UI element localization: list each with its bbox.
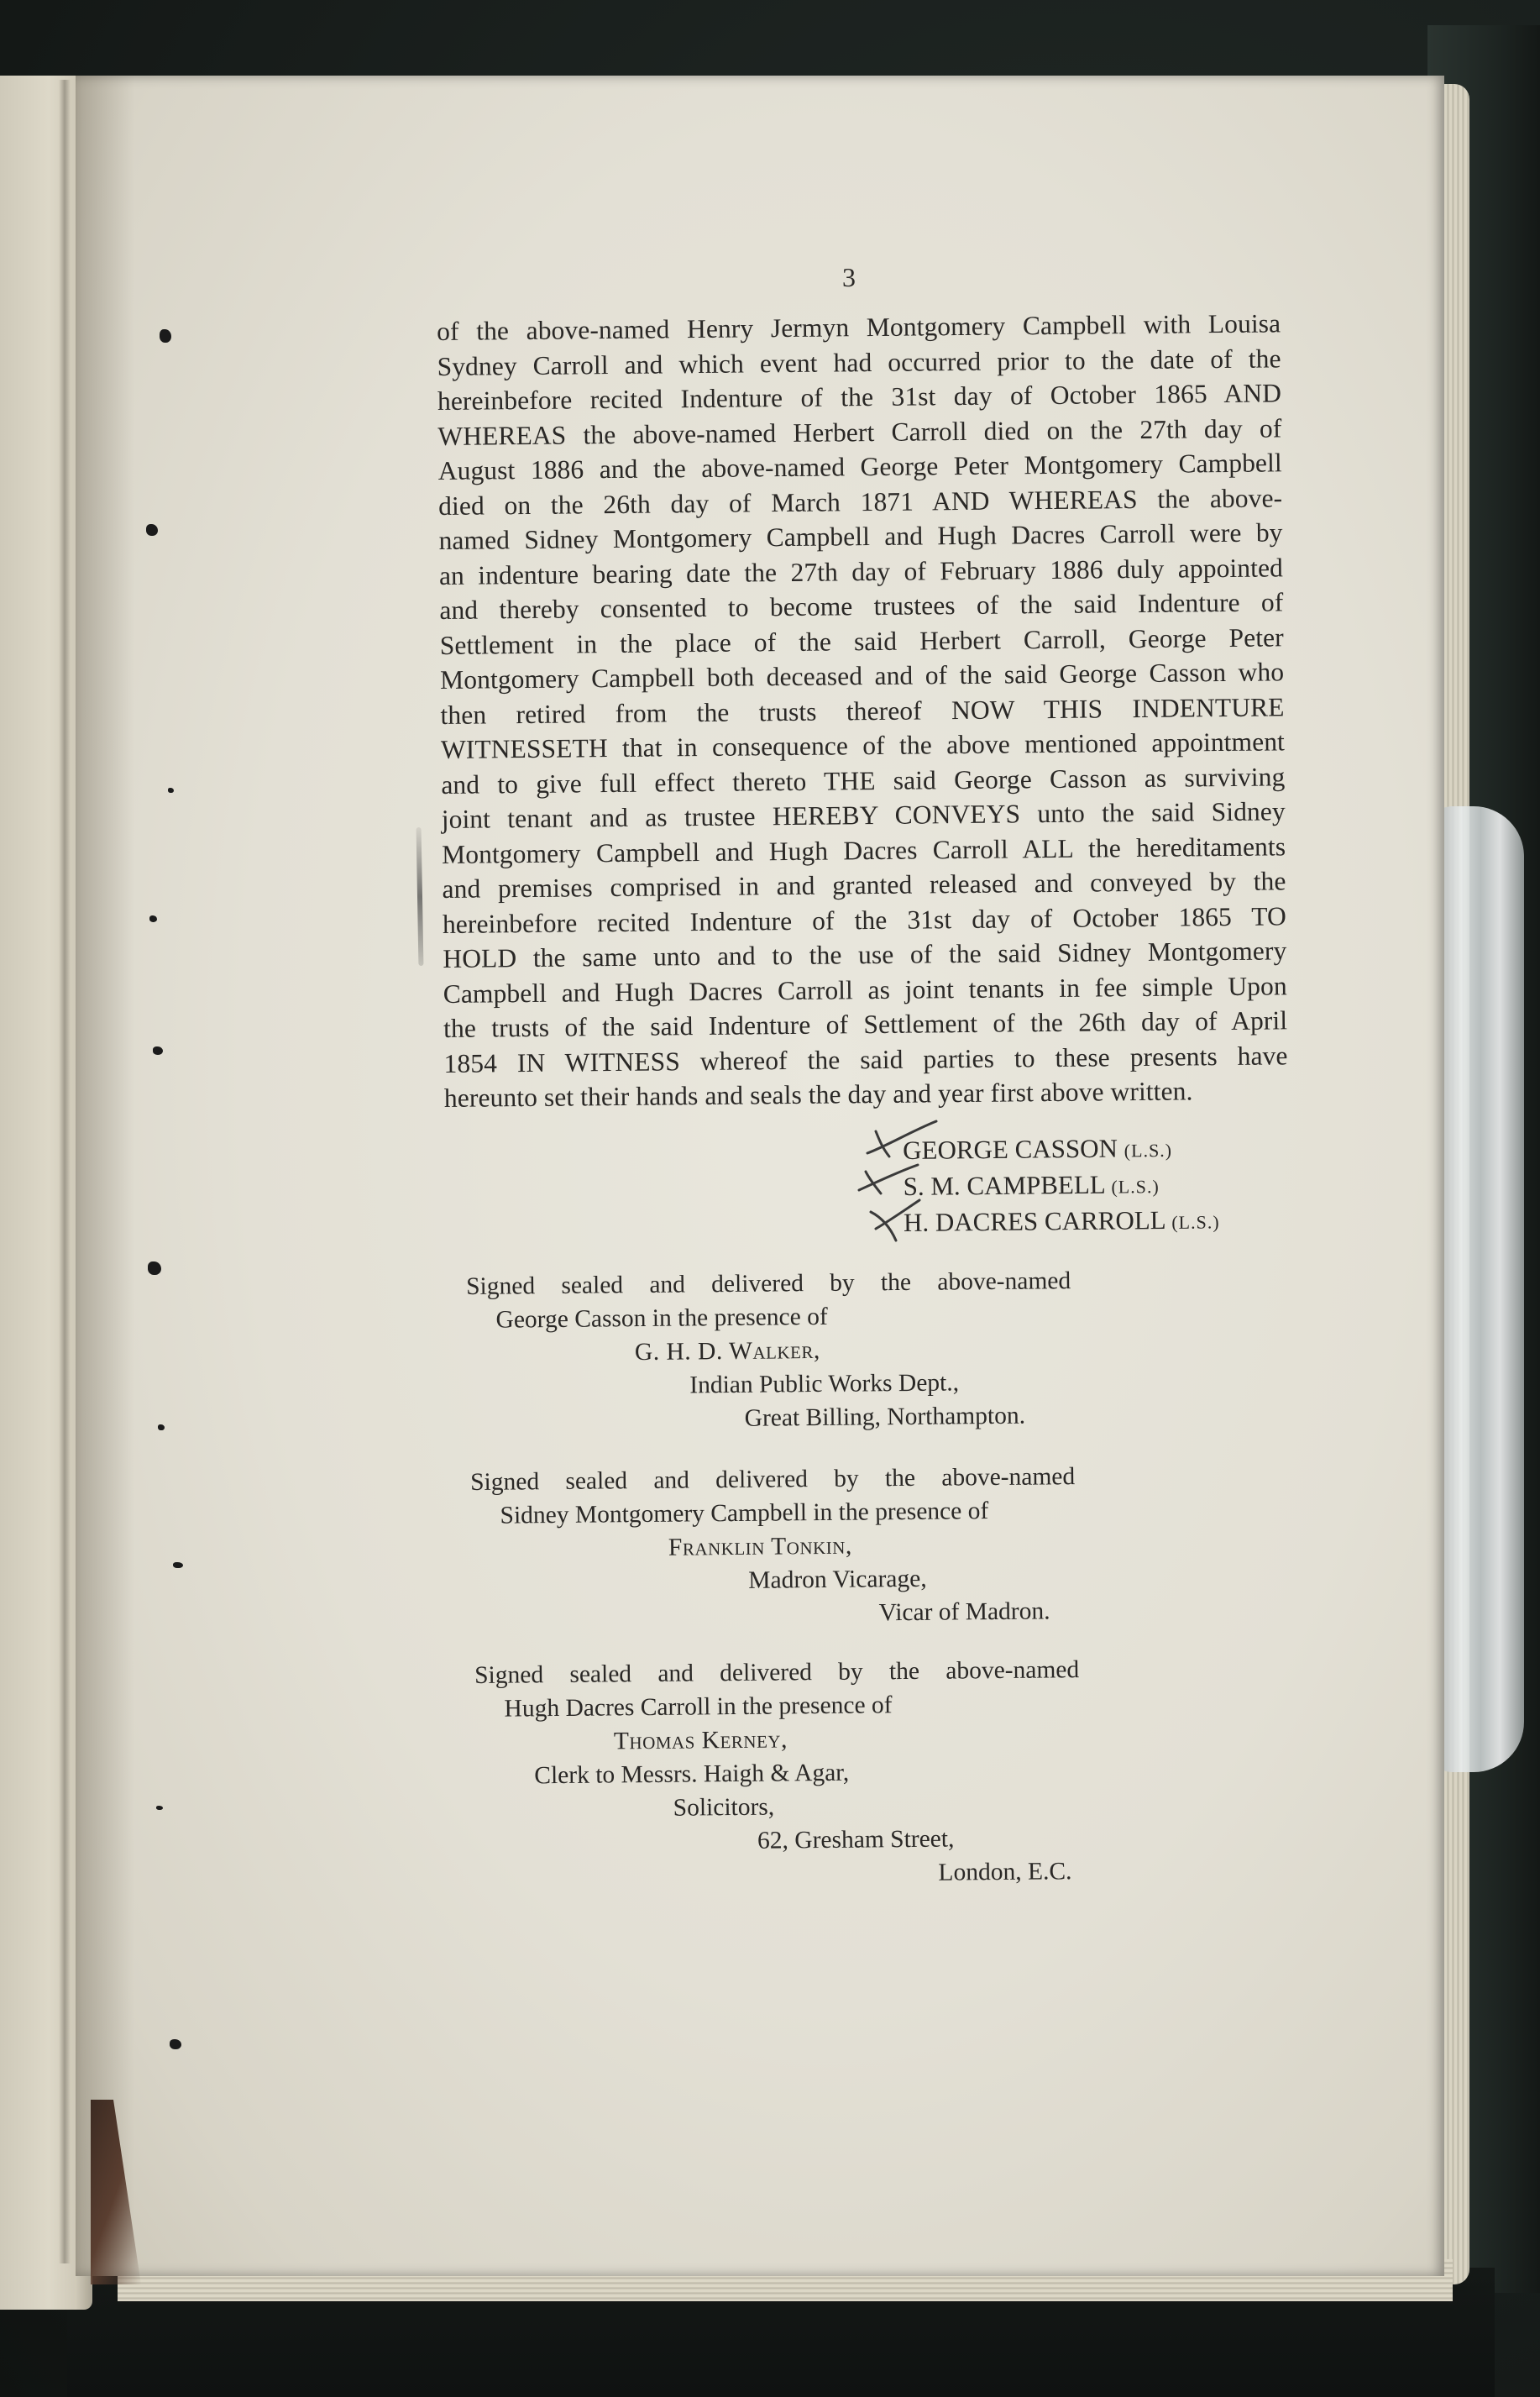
signature-george-casson [903, 1130, 1289, 1170]
body-line: named Sidney Montgomery Campbell and Hugh Dacres Carroll were by [438, 517, 1283, 555]
witness-address-line: Clerk to Messrs. Haigh & Agar, [534, 1759, 850, 1790]
body-line: Settlement in the place of the said Herbert Carroll, George Peter [439, 622, 1284, 660]
witness-address-line: 62, Gresham Street, [757, 1825, 955, 1854]
signature-s-m-campbell [903, 1167, 1289, 1206]
page-shadow [76, 76, 134, 2276]
witness-block-campbell [470, 1459, 1160, 1634]
signatory-name: GEORGE CASSON [903, 1133, 1118, 1165]
witness-name: Thomas Kerney, [613, 1726, 788, 1755]
page-gutter [59, 80, 71, 2263]
binding-hole [149, 915, 157, 922]
body-line: died on the 26th day of March 1871 AND WHEREAS the above- [438, 482, 1283, 521]
witness-address-line: Great Billing, Northampton. [744, 1402, 1026, 1432]
signatory-name: H. DACRES CARROLL [903, 1205, 1165, 1237]
witness-attestation-line: George Casson in the presence of [495, 1303, 828, 1334]
body-line: and premises comprised in and granted released and conveyed by the [442, 866, 1286, 904]
binding-hole [153, 1046, 163, 1055]
binding-hole [148, 1261, 161, 1275]
witness-attestation-line: Signed sealed and delivered by the above-named [470, 1463, 1076, 1496]
binding-hole [146, 524, 158, 536]
witness-address-line: Indian Public Works Dept., [689, 1369, 960, 1399]
body-line: Montgomery Campbell and Hugh Dacres Carroll ALL the hereditaments [442, 831, 1286, 869]
witness-address-line: Vicar of Madron. [878, 1597, 1050, 1627]
seal-mark: (L.S.) [1111, 1176, 1160, 1198]
witness-attestation-line: Signed sealed and delivered by the above-named [466, 1267, 1071, 1300]
body-line: Montgomery Campbell both deceased and of the said George Casson who [440, 657, 1285, 695]
body-line: 1854 IN WITNESS whereof the said parties to these presents have [443, 1040, 1288, 1078]
body-line: hereinbefore recited Indenture of the 31st day of October 1865 TO [442, 900, 1287, 939]
witness-attestation-line: Signed sealed and delivered by the above-named [474, 1656, 1080, 1689]
body-line: HOLD the same unto and to the use of the said Sidney Montgomery [443, 936, 1287, 973]
signature-block [903, 1130, 1290, 1242]
body-line: joint tenant and as trustee HEREBY CONVEYS unto the said Sidney [441, 796, 1286, 834]
body-line: and to give full effect thereto THE said George Casson as surviving [441, 761, 1286, 800]
binding-hole [156, 1806, 163, 1810]
witness-name: G. H. D. Walker, [634, 1336, 820, 1366]
body-line: WHEREAS the above-named Herbert Carroll died on the 27th day of [437, 412, 1282, 451]
body-line: an indenture bearing date the 27th day of February 1886 duly appointed [438, 552, 1284, 590]
body-line: of the above-named Henry Jermyn Montgomery Campbell with Louisa [437, 308, 1281, 346]
witness-address-line: London, E.C. [938, 1858, 1072, 1886]
witness-address-line: Madron Vicarage, [748, 1565, 927, 1594]
witness-block-casson [466, 1263, 1156, 1438]
witness-name: Franklin Tonkin, [668, 1532, 852, 1561]
body-line: hereinbefore recited Indenture of the 31st day of October 1865 AND [437, 378, 1282, 416]
witness-attestation-line: Hugh Dacres Carroll in the presence of [504, 1692, 893, 1723]
body-line: the trusts of the said Indenture of Settlement of the 26th day of April [443, 1005, 1288, 1043]
seal-mark: (L.S.) [1171, 1211, 1220, 1233]
body-line: August 1886 and the above-named George Peter Montgomery Campbell [437, 448, 1282, 485]
binding-hole [168, 788, 174, 793]
signature-h-dacres-carroll [904, 1203, 1290, 1242]
body-line: WITNESSETH that in consequence of the above mentioned appointment [440, 726, 1286, 764]
body-line: then retired from the trusts thereof NOW THIS INDENTURE [440, 691, 1285, 730]
indenture-body-text [437, 306, 1288, 1115]
witness-address-line: Solicitors, [673, 1793, 775, 1822]
body-line: hereunto set their hands and seals the day and year first above written. [443, 1076, 1193, 1113]
body-line: and thereby consented to become trustees of the said Indenture of [439, 587, 1284, 625]
binding-hole [170, 2039, 181, 2049]
seal-mark: (L.S.) [1124, 1139, 1173, 1162]
witness-attestation-line: Sidney Montgomery Campbell in the presence of [500, 1497, 989, 1529]
binding-hole [160, 329, 171, 343]
body-line: Campbell and Hugh Dacres Carroll as joint tenants in fee simple Upon [443, 970, 1287, 1009]
signatory-name: S. M. CAMPBELL [903, 1169, 1105, 1201]
binding-hole [173, 1562, 183, 1568]
binding-hole [158, 1424, 165, 1430]
body-line: Sydney Carroll and which event had occurred prior to the date of the [437, 343, 1281, 381]
page-number: 3 [842, 262, 856, 292]
witness-block-carroll [474, 1652, 1165, 1894]
